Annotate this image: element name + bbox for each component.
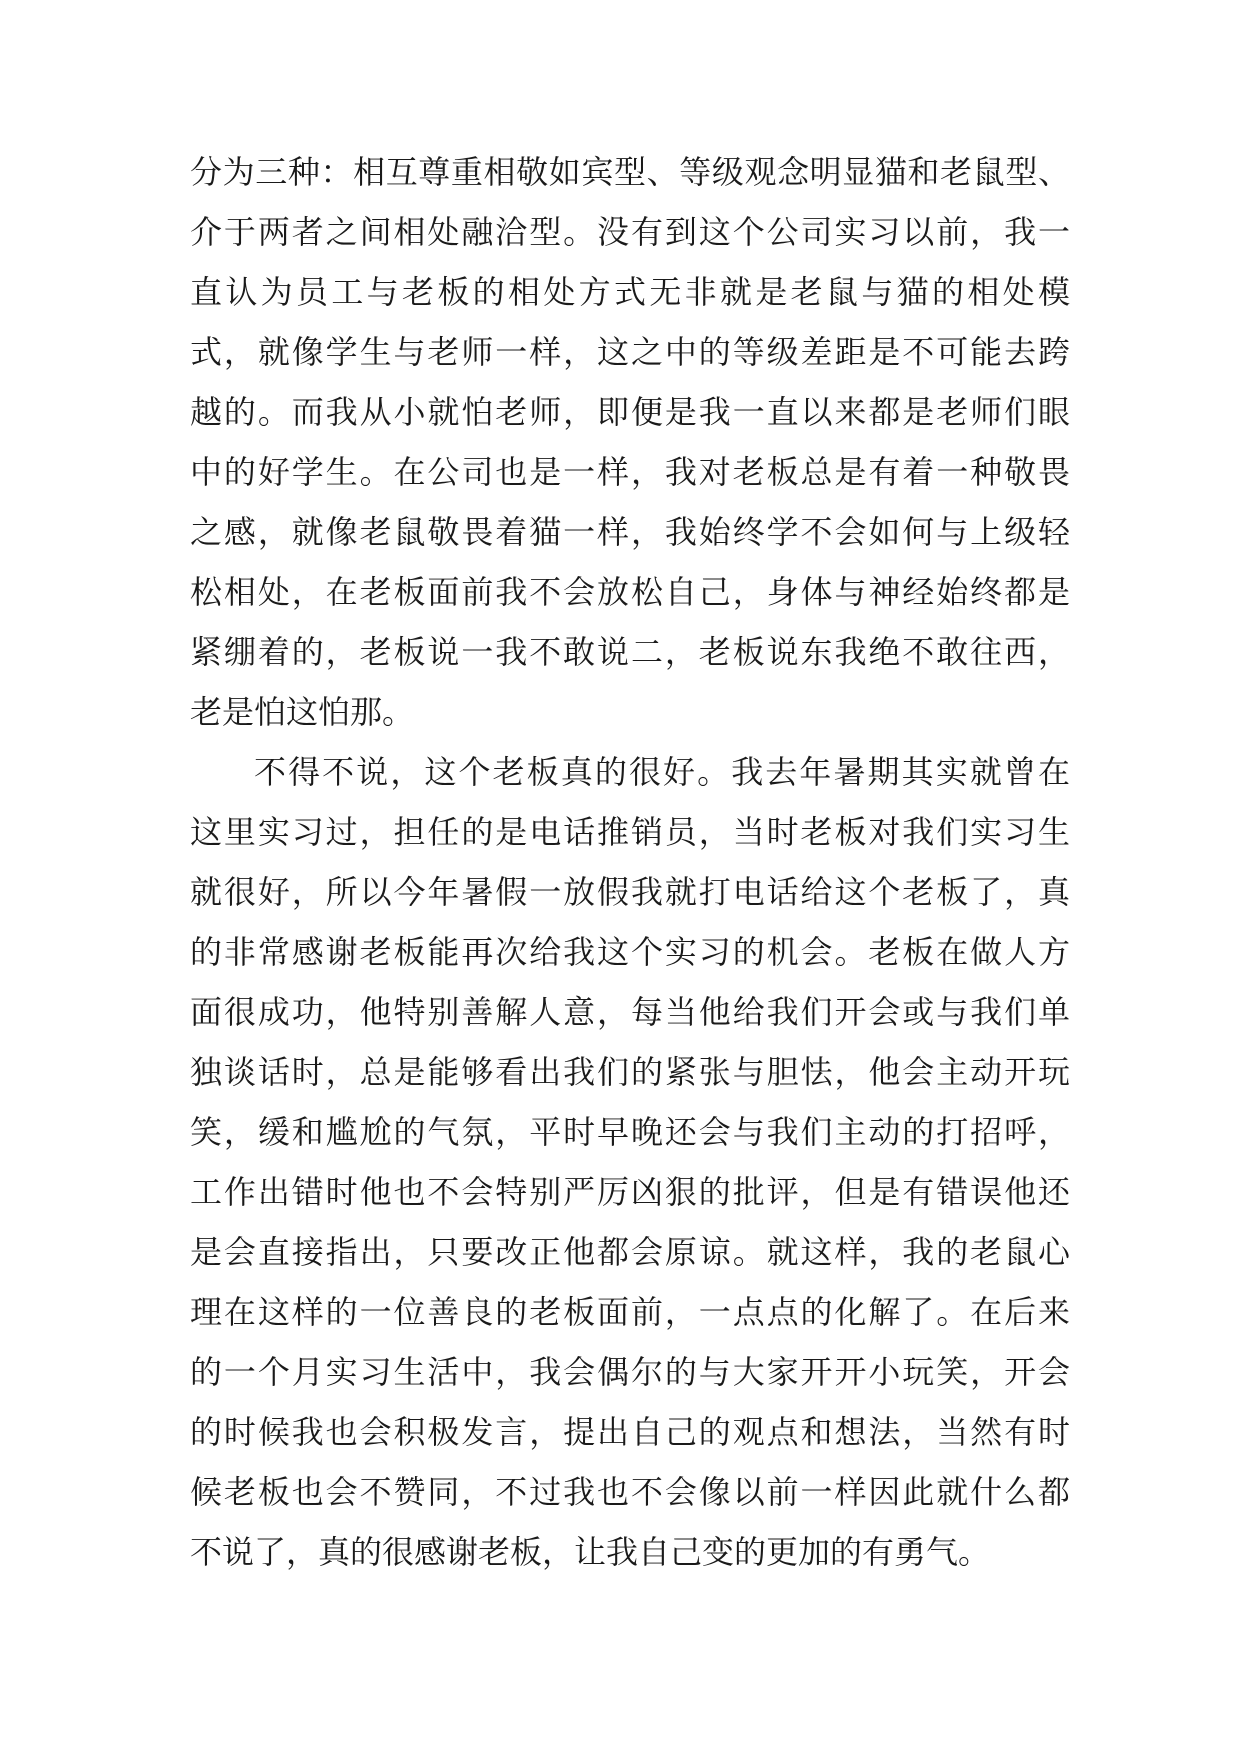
- text-line: 中的好学生。在公司也是一样，我对老板总是有着一种敬畏: [190, 453, 1070, 491]
- text-line: 不说了，真的很感谢老板，让我自己变的更加的有勇气。: [190, 1533, 991, 1571]
- text-line: 不得不说，这个老板真的很好。我去年暑期其实就曾在: [254, 753, 1070, 791]
- text-line: 紧绷着的，老板说一我不敢说二，老板说东我绝不敢往西，: [190, 633, 1070, 671]
- text-line: 独谈话时，总是能够看出我们的紧张与胆怯，他会主动开玩: [190, 1053, 1070, 1091]
- text-line: 工作出错时他也不会特别严厉凶狠的批评，但是有错误他还: [190, 1173, 1070, 1211]
- text-line: 是会直接指出，只要改正他都会原谅。就这样，我的老鼠心: [190, 1233, 1070, 1271]
- paragraph-1: [190, 142, 1070, 742]
- text-line: 松相处，在老板面前我不会放松自己，身体与神经始终都是: [190, 573, 1070, 611]
- text-line: 之感，就像老鼠敬畏着猫一样，我始终学不会如何与上级轻: [190, 513, 1070, 551]
- text-line: 越的。而我从小就怕老师，即便是我一直以来都是老师们眼: [190, 393, 1070, 431]
- text-line: 分为三种：相互尊重相敬如宾型、等级观念明显猫和老鼠型、: [190, 153, 1070, 191]
- paragraph-2: [190, 742, 1070, 1582]
- text-line: 的时候我也会积极发言，提出自己的观点和想法，当然有时: [190, 1413, 1070, 1451]
- text-line: 笑，缓和尴尬的气氛，平时早晚还会与我们主动的打招呼，: [190, 1113, 1070, 1151]
- text-line: 的非常感谢老板能再次给我这个实习的机会。老板在做人方: [190, 933, 1070, 971]
- text-line: 理在这样的一位善良的老板面前，一点点的化解了。在后来: [190, 1293, 1070, 1331]
- text-line: 就很好，所以今年暑假一放假我就打电话给这个老板了，真: [190, 873, 1070, 911]
- body-text: [190, 142, 1070, 1582]
- text-line: 直认为员工与老板的相处方式无非就是老鼠与猫的相处模: [190, 273, 1070, 311]
- text-line: 老是怕这怕那。: [190, 693, 415, 731]
- text-line: 介于两者之间相处融洽型。没有到这个公司实习以前，我一: [190, 213, 1070, 251]
- text-line: 候老板也会不赞同，不过我也不会像以前一样因此就什么都: [190, 1473, 1070, 1511]
- text-line: 的一个月实习生活中，我会偶尔的与大家开开小玩笑，开会: [190, 1353, 1070, 1391]
- text-line: 式，就像学生与老师一样，这之中的等级差距是不可能去跨: [190, 333, 1070, 371]
- text-line: 面很成功，他特别善解人意，每当他给我们开会或与我们单: [190, 993, 1070, 1031]
- text-line: 这里实习过，担任的是电话推销员，当时老板对我们实习生: [190, 813, 1070, 851]
